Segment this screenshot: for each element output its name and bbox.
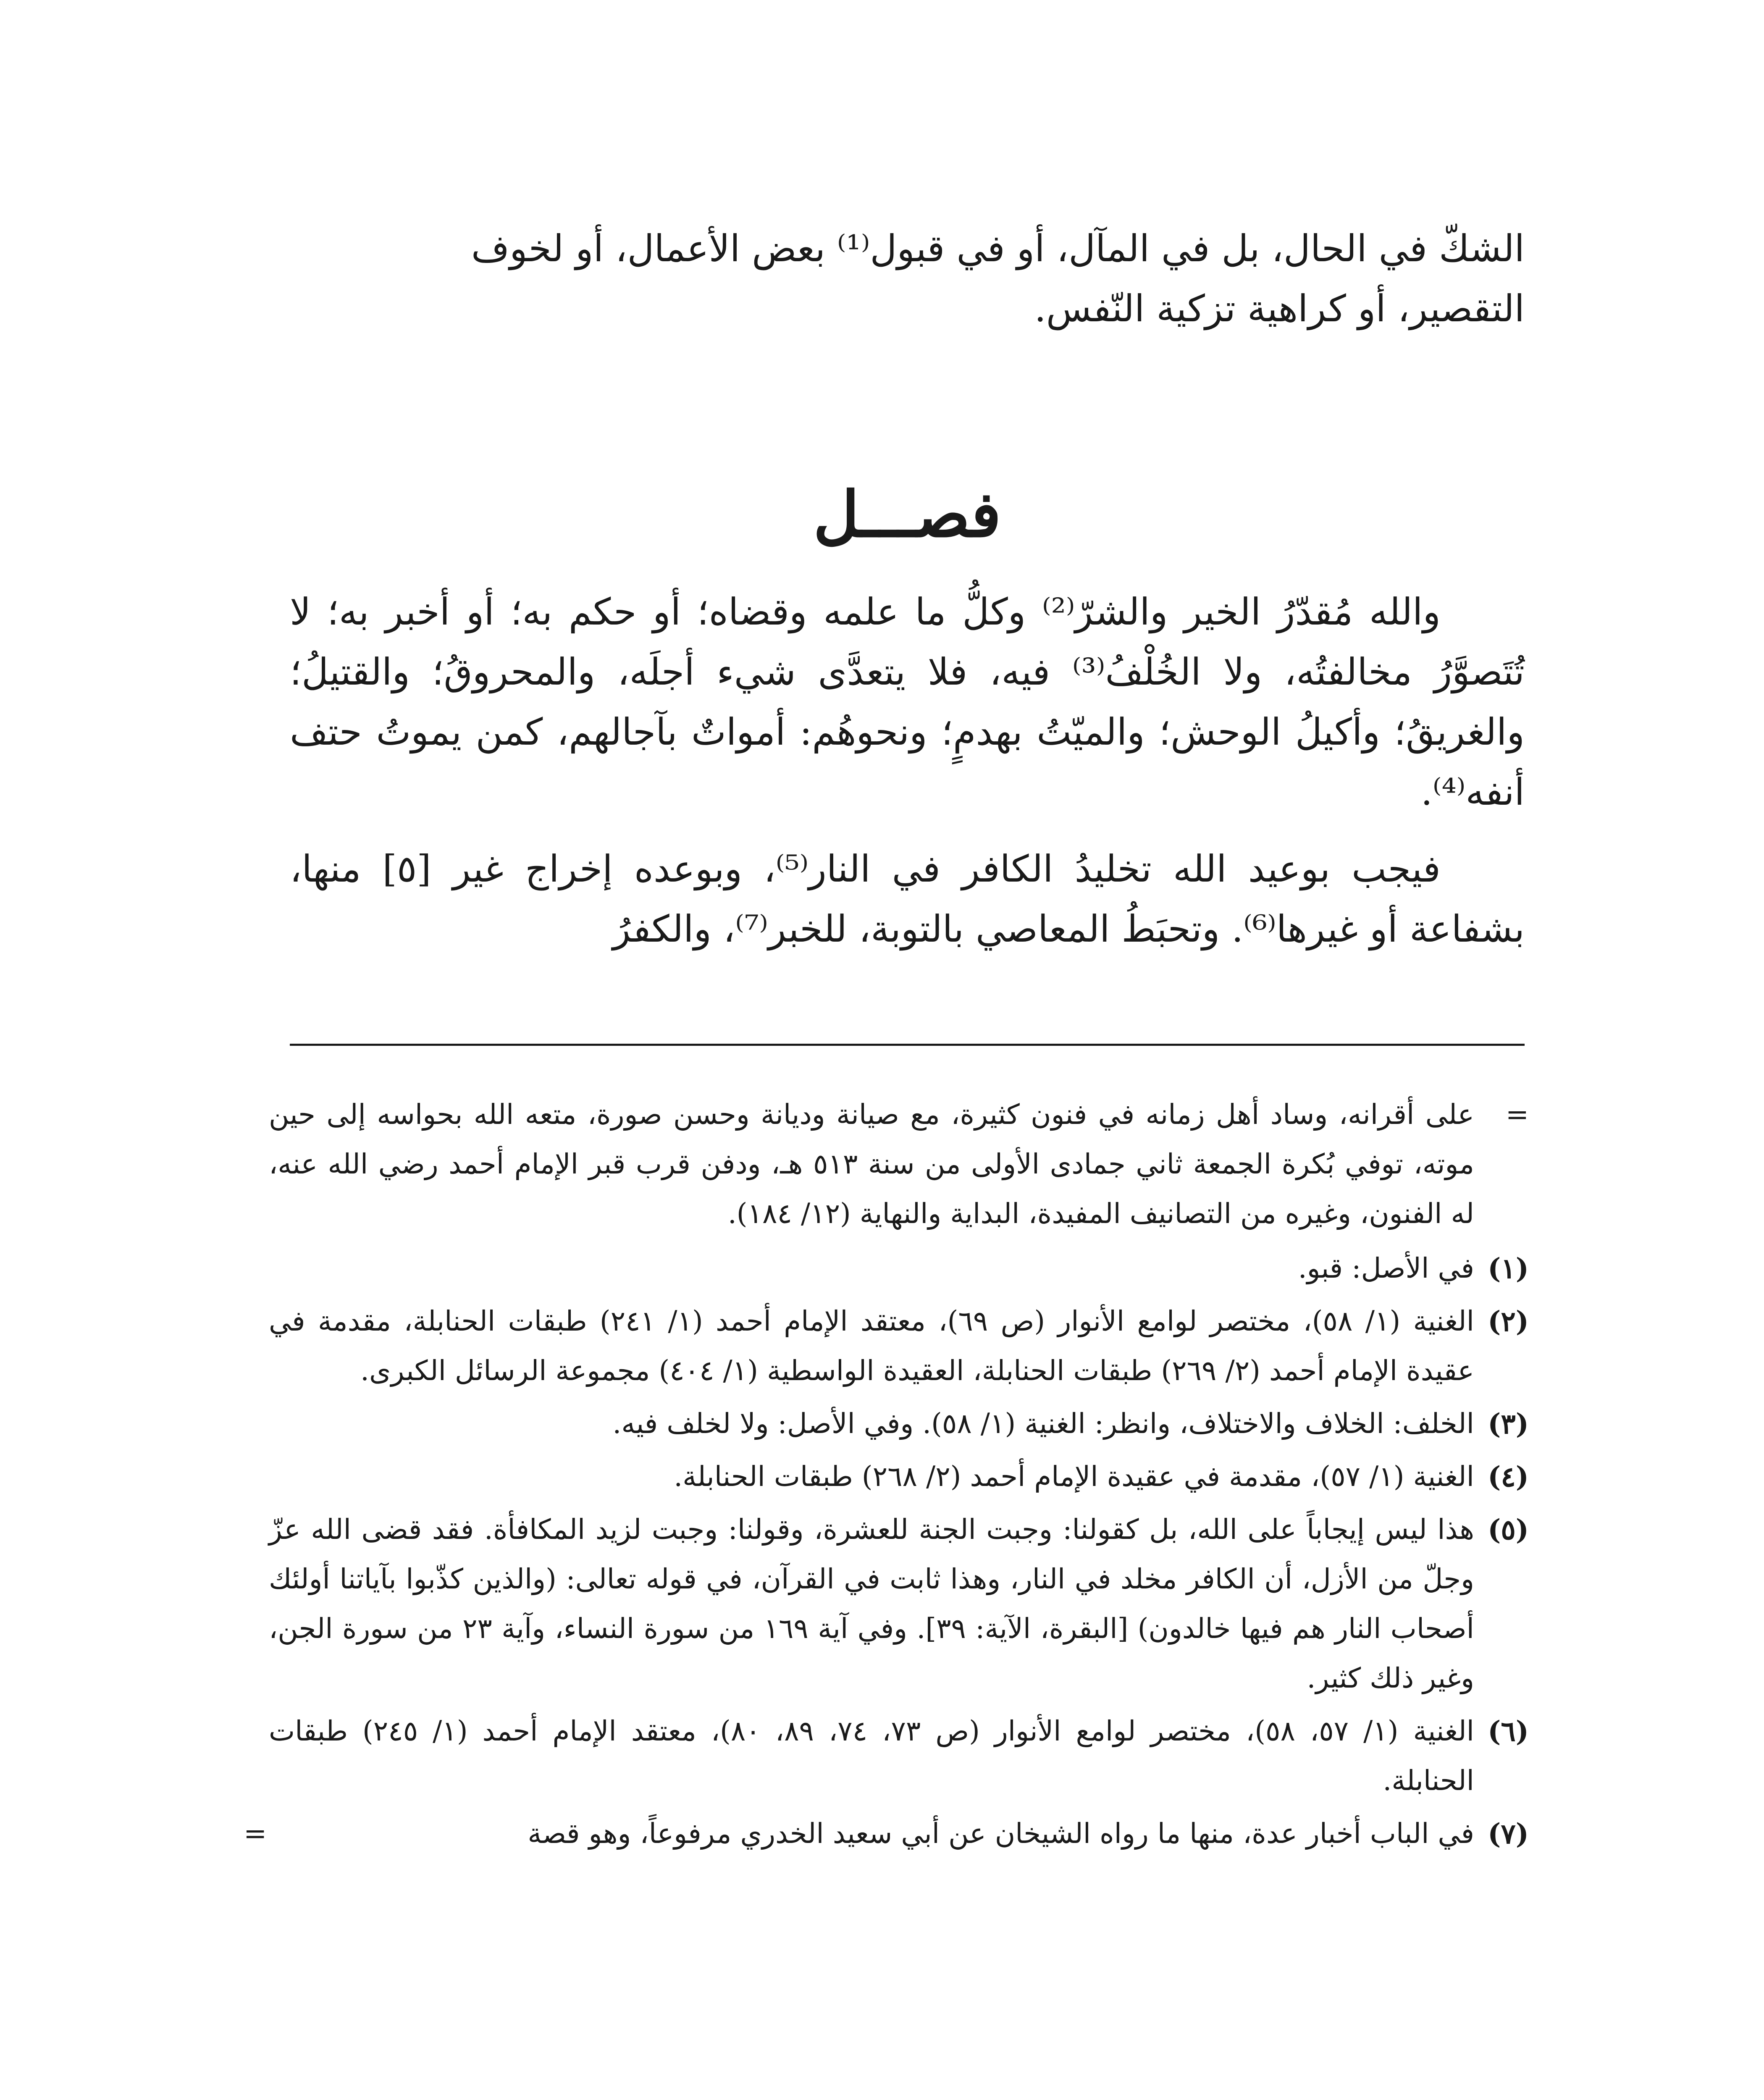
footnotes	[244, 1090, 1529, 1862]
footnote-number: (٣)	[1488, 1407, 1529, 1440]
continuation-mark: =	[244, 1817, 267, 1850]
section-heading: فصـــل	[813, 478, 1001, 551]
top-paragraph	[290, 218, 1525, 339]
footnote-7	[244, 1809, 1529, 1858]
top-paragraph-line-2: التقصير، أو كراهية تزكية النّفس.	[1034, 287, 1525, 330]
footnote-continuation	[269, 1090, 1529, 1239]
footnote-5	[269, 1505, 1529, 1703]
footnote-number: (٥)	[1488, 1513, 1529, 1546]
footnote-separator	[290, 1044, 1525, 1046]
footnote-3	[269, 1399, 1529, 1449]
paragraph-1: والله مُقدّرُ الخير والشرّ⁽²⁾ وكلُّ ما علمه وقضاه؛ أو حكم به؛ أو أخبر به؛ لا تُتَصوَّرُ مخالفتُه، ولا الخُلْفُ⁽³⁾ فيه، فلا يتعدَّى شيء أجلَه، والمحروقُ؛ والقتيلُ؛ والغريقُ؛ وأكيلُ الوحش؛ والميّتُ بهدمٍ؛ ونحوهُم: أمواتٌ بآجالهم، كمن يموتُ حتف أنفه⁽⁴⁾.	[290, 590, 1525, 814]
footnote-text: الغنية (١/ ٥٨)، مختصر لوامع الأنوار (ص ٦٩)، معتقد الإمام أحمد (١/ ٢٤١) طبقات الحنابلة، مقدمة في عقيدة الإمام أحمد (٢/ ٢٦٩) طبقات الحنابلة، العقيدة الواسطية (١/ ٤٠٤) مجموعة الرسائل الكبرى.	[269, 1305, 1474, 1387]
footnote-number: (٧)	[1488, 1817, 1529, 1850]
footnote-text: في الباب أخبار عدة، منها ما رواه الشيخان عن أبي سعيد الخدري مرفوعاً، وهو قصة	[528, 1817, 1474, 1850]
footnote-4	[269, 1452, 1529, 1502]
footnote-continuation-text: على أقرانه، وساد أهل زمانه في فنون كثيرة، مع صيانة وديانة وحسن صورة، متعه الله بحواسه إلى حين موته، توفي بُكرة الجمعة ثاني جمادى الأولى من سنة ٥١٣ هـ، ودفن قرب قبر الإمام أحمد رضي الله عنه، له الفنون، وغيره من التصانيف المفيدة، البداية والنهاية (١٢/ ١٨٤).	[269, 1098, 1474, 1230]
footnote-2	[269, 1297, 1529, 1396]
footnote-number: (١)	[1488, 1252, 1529, 1285]
footnote-1	[269, 1244, 1529, 1293]
footnote-text: في الأصل: قبو.	[1298, 1252, 1474, 1284]
footnote-text: الغنية (١/ ٥٧)، مقدمة في عقيدة الإمام أحمد (٢/ ٢٦٨) طبقات الحنابلة.	[674, 1460, 1474, 1493]
continuation-mark: =	[1505, 1098, 1529, 1131]
footnote-text: الغنية (١/ ٥٧، ٥٨)، مختصر لوامع الأنوار (ص ٧٣، ٧٤، ٨٩، ٨٠)، معتقد الإمام أحمد (١/ ٢٤٥) طبقات الحنابلة.	[269, 1715, 1475, 1797]
footnote-number: (٤)	[1488, 1460, 1529, 1493]
footnote-6	[269, 1706, 1529, 1806]
footnote-number: (٢)	[1488, 1305, 1529, 1338]
footnote-text: هذا ليس إيجاباً على الله، بل كقولنا: وجبت الجنة للعشرة، وقولنا: وجبت لزيد المكافأة. فقد قضى الله عزّ وجلّ من الأزل، أن الكافر مخلد في النار، وهذا ثابت في القرآن، في قوله تعالى: (والذين كذّبوا بآياتنا أولئك أصحاب النار هم فيها خالدون) [البقرة، الآية: ٣٩]. وفي آية ١٦٩ من سورة النساء، وآية ٢٣ من سورة الجن، وغير ذلك كثير.	[269, 1513, 1474, 1694]
top-paragraph-line-1: الشكّ في الحال، بل في المآل، أو في قبول⁽¹⁾ بعض الأعمال، أو لخوف	[471, 227, 1525, 270]
main-text	[290, 582, 1525, 959]
footnote-text: الخلف: الخلاف والاختلاف، وانظر: الغنية (١/ ٥٨). وفي الأصل: ولا لخلف فيه.	[612, 1407, 1474, 1440]
footnote-number: (٦)	[1488, 1715, 1529, 1748]
paragraph-2: فيجب بوعيد الله تخليدُ الكافر في النار⁽⁵⁾، وبوعده إخراج غير [٥] منها، بشفاعة أو غيرها⁽⁶⁾. وتحبَطُ المعاصي بالتوبة، للخبر⁽⁷⁾، والكفرُ	[290, 847, 1525, 950]
